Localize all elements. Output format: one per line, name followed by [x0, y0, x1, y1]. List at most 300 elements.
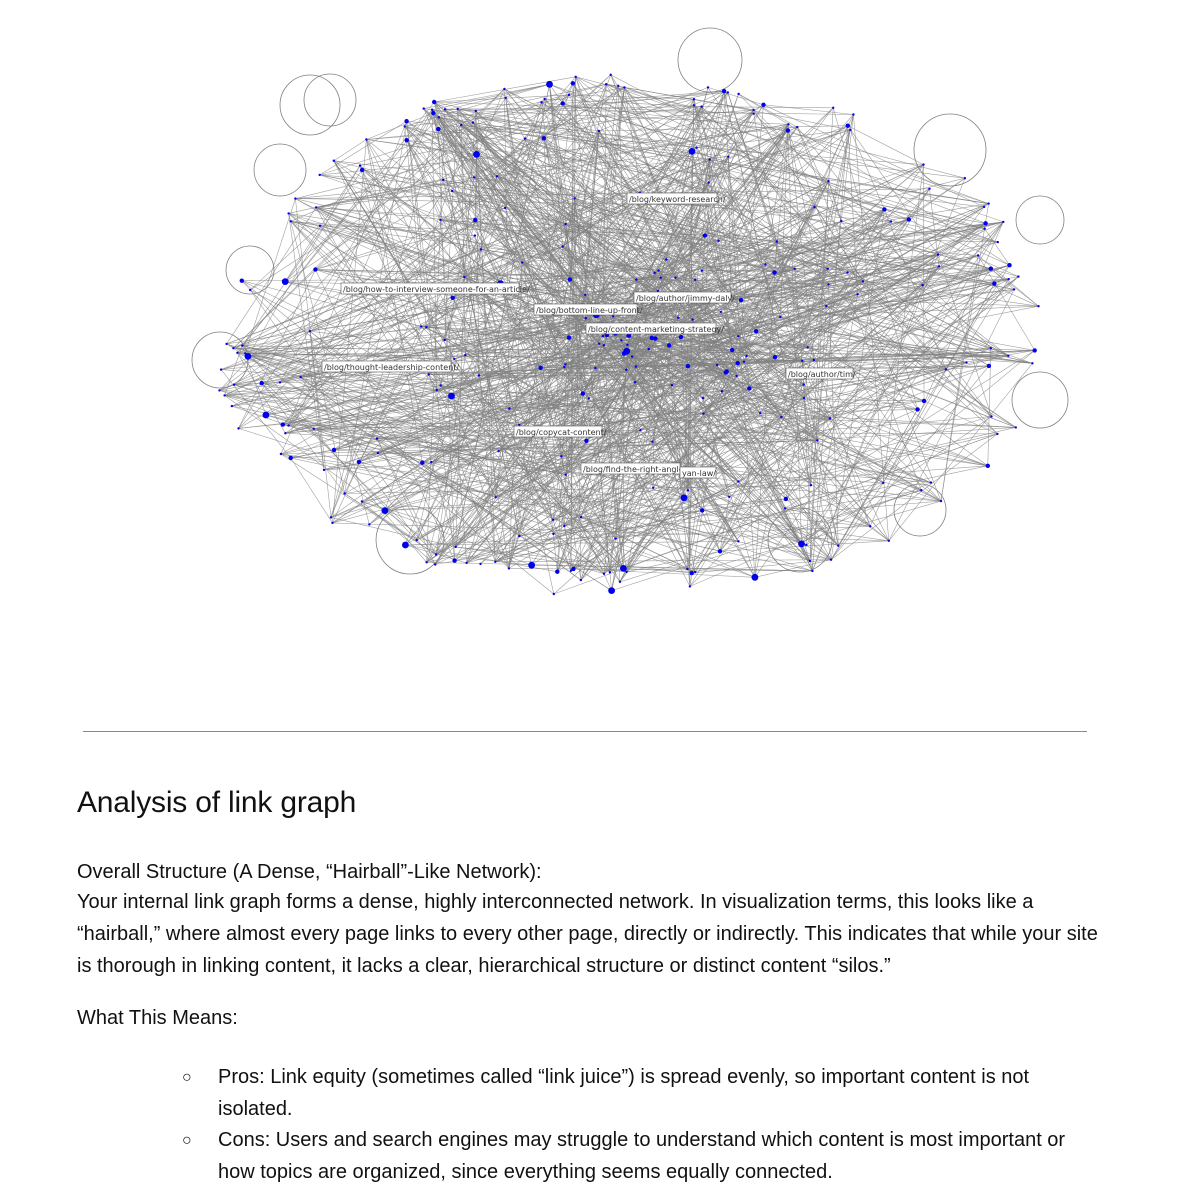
bullet-icon: ○ [182, 1069, 192, 1086]
graph-node [404, 125, 406, 127]
graph-node [473, 176, 475, 178]
graph-node [402, 542, 409, 549]
graph-label-thought-leadership [322, 361, 459, 372]
graph-edge [764, 105, 854, 115]
graph-node [281, 422, 285, 426]
graph-node [416, 539, 418, 541]
graph-node [689, 148, 696, 155]
graph-node [825, 305, 827, 307]
graph-node [657, 269, 659, 271]
graph-node [608, 587, 615, 594]
graph-node [700, 508, 704, 512]
graph-node [575, 76, 577, 78]
graph-node [794, 268, 796, 270]
svg-text:/blog/how-to-interview-someone: /blog/how-to-interview-someone-for-an-article/ [343, 285, 530, 294]
graph-node [764, 263, 766, 265]
graph-node [319, 174, 321, 176]
graph-node [299, 376, 301, 378]
graph-node [405, 138, 409, 142]
graph-node [1007, 355, 1009, 357]
graph-node [290, 220, 292, 222]
graph-node [427, 373, 429, 375]
graph-node [457, 108, 459, 110]
graph-edge [334, 140, 367, 161]
graph-node [725, 369, 729, 373]
structure-heading: Overall Structure (A Dense, “Hairball”-Like Network): [77, 861, 542, 883]
graph-edge [941, 256, 978, 502]
graph-node [436, 389, 438, 391]
graph-node [567, 335, 571, 339]
graph-node [460, 124, 462, 126]
graph-node [260, 381, 264, 385]
graph-label-find-the-right-angle [581, 463, 687, 474]
graph-node [1017, 275, 1019, 277]
points-list [77, 1062, 1107, 1188]
structure-body: Your internal link graph forms a dense, highly interconnected network. In visualization terms, this looks like a “hairball,” where almost every page links to every other page, directly or indirectly. This indicates that while your site is thorough in linking content, it lacks a clear, hierarchical structure or distinct content “silos.” [77, 891, 1098, 977]
graph-node [448, 393, 455, 400]
graph-node [330, 516, 332, 518]
graph-node [431, 111, 435, 115]
graph-node [425, 561, 427, 563]
graph-node [964, 177, 966, 179]
graph-node [620, 339, 622, 341]
graph-edge [697, 148, 924, 165]
graph-node [922, 399, 926, 403]
graph-node [564, 223, 566, 225]
graph-node [801, 360, 803, 362]
graph-node [518, 535, 520, 537]
graph-node [983, 221, 987, 225]
graph-node [505, 97, 507, 99]
graph-node [693, 104, 695, 106]
graph-node [984, 228, 986, 230]
graph-node [287, 212, 289, 214]
graph-node [563, 525, 565, 527]
graph-node [747, 386, 751, 390]
graph-node [614, 537, 616, 539]
graph-node [580, 579, 582, 581]
graph-node [504, 207, 506, 209]
graph-node [695, 146, 697, 148]
graph-node [849, 129, 851, 131]
graph-node [240, 279, 244, 283]
graph-node [1007, 263, 1011, 267]
graph-node [671, 384, 673, 386]
graph-node [626, 335, 628, 337]
graph-node [223, 394, 225, 396]
graph-self-loop [254, 144, 306, 196]
graph-node [233, 384, 235, 386]
graph-node [997, 241, 999, 243]
graph-node [475, 110, 477, 112]
graph-self-loop [914, 114, 986, 186]
graph-node [568, 94, 570, 96]
svg-text:yan-law/: yan-law/ [682, 469, 716, 478]
graph-node [377, 452, 379, 454]
graph-node [439, 219, 441, 221]
list-item-pros [182, 1062, 1107, 1125]
graph-node [631, 355, 633, 357]
graph-node [440, 384, 442, 386]
svg-text:/blog/author/tim/: /blog/author/tim/ [788, 370, 856, 379]
graph-node [220, 368, 222, 370]
graph-node [451, 190, 453, 192]
graph-node [284, 432, 286, 434]
graph-edge [291, 458, 333, 523]
graph-node [796, 126, 798, 128]
graph-node [888, 540, 890, 542]
graph-node [237, 427, 239, 429]
graph-node [524, 137, 526, 139]
graph-node [478, 374, 480, 376]
graph-node [609, 571, 611, 573]
svg-text:/blog/find-the-right-angle/: /blog/find-the-right-angle/ [583, 465, 687, 474]
graph-node [890, 220, 892, 222]
graph-node [689, 585, 691, 587]
graph-node [538, 366, 542, 370]
graph-node [654, 272, 656, 274]
graph-node [813, 359, 815, 361]
analysis-section [77, 786, 1107, 1188]
graph-self-loop [226, 246, 274, 294]
graph-node [425, 326, 427, 328]
graph-node [846, 271, 848, 273]
link-graph [180, 20, 1080, 620]
graph-node [584, 439, 588, 443]
graph-node [677, 317, 679, 319]
graph-node [686, 364, 690, 368]
graph-node [992, 281, 996, 285]
graph-node [451, 296, 455, 300]
graph-node [435, 553, 437, 555]
graph-node [323, 469, 325, 471]
graph-self-loop [894, 484, 946, 536]
graph-node [404, 119, 408, 123]
graph-node [472, 121, 474, 123]
graph-label-how-to-interview [341, 283, 530, 294]
graph-node [231, 405, 233, 407]
graph-node [635, 278, 637, 280]
graph-node [691, 318, 693, 320]
graph-node [735, 375, 737, 377]
graph-node [494, 561, 496, 563]
graph-node [357, 460, 361, 464]
graph-node [694, 571, 696, 573]
graph-node [464, 354, 466, 356]
graph-node [798, 541, 805, 548]
graph-node [565, 474, 567, 476]
graph-node [965, 361, 967, 363]
graph-node [837, 545, 839, 547]
graph-node [1033, 348, 1037, 352]
graph-node [930, 481, 932, 483]
graph-node [990, 415, 992, 417]
graph-node [463, 276, 465, 278]
graph-node [681, 494, 688, 501]
graph-node [610, 74, 612, 76]
graph-node [702, 412, 704, 414]
graph-node [444, 339, 446, 341]
graph-node [309, 330, 311, 332]
graph-node [280, 453, 282, 455]
graph-node [703, 233, 707, 237]
graph-node [263, 412, 270, 419]
graph-node [809, 560, 811, 562]
graph-node [244, 352, 246, 354]
graph-node [420, 325, 422, 327]
graph-node [319, 225, 321, 227]
graph-node [598, 343, 600, 345]
graph-self-loop [304, 74, 356, 126]
graph-node [365, 138, 367, 140]
graph-node [721, 390, 723, 392]
graph-node [709, 158, 711, 160]
graph-node [720, 311, 722, 313]
graph-node [787, 123, 789, 125]
graph-node [497, 450, 499, 452]
point-lead: Pros: [218, 1066, 265, 1088]
graph-node [737, 480, 739, 482]
graph-node [772, 270, 776, 274]
graph-node [651, 441, 653, 443]
graph-node [634, 381, 636, 383]
graph-node [552, 533, 554, 535]
graph-node [236, 352, 238, 354]
graph-node [776, 240, 778, 242]
graph-node [989, 267, 993, 271]
graph-node [438, 116, 440, 118]
graph-node [752, 574, 759, 581]
graph-node [745, 355, 747, 357]
graph-node [382, 507, 389, 514]
graph-node [553, 593, 555, 595]
graph-node [635, 365, 637, 367]
graph-node [882, 207, 886, 211]
graph-node [571, 567, 575, 571]
graph-node [603, 573, 605, 575]
graph-node [225, 343, 227, 345]
graph-node [1002, 221, 1004, 223]
graph-node [546, 81, 553, 88]
point-text: Users and search engines may struggle to understand which content is most important or how topics are organized, since everything seems equally connected. [218, 1129, 1066, 1183]
graph-node [907, 217, 911, 221]
graph-node [474, 234, 476, 236]
graph-node [928, 188, 930, 190]
graph-node [983, 206, 985, 208]
graph-node [626, 344, 628, 346]
graph-node [619, 581, 621, 583]
graph-node [602, 335, 604, 337]
list-item-cons [182, 1125, 1107, 1188]
graph-node [779, 316, 781, 318]
svg-text:/blog/keyword-research/: /blog/keyword-research/ [629, 195, 726, 204]
graph-node [1015, 426, 1017, 428]
graph-node [480, 248, 482, 250]
graph-node [1013, 288, 1015, 290]
graph-node [360, 168, 364, 172]
graph-node [730, 348, 734, 352]
graph-node [743, 361, 745, 363]
graph-self-loop [192, 332, 248, 388]
graph-node [718, 549, 722, 553]
graph-node [717, 240, 719, 242]
graph-node [544, 98, 546, 100]
graph-node [807, 346, 809, 348]
graph-node [442, 179, 444, 181]
graph-label-keyword-research [627, 193, 726, 204]
graph-node [594, 367, 596, 369]
point-lead: Cons: [218, 1129, 271, 1151]
graph-node [612, 315, 614, 317]
graph-node [452, 558, 456, 562]
graph-node [313, 267, 317, 271]
graph-node [830, 559, 832, 561]
graph-node [986, 464, 990, 468]
graph-node [716, 364, 718, 366]
graph-node [584, 294, 586, 296]
graph-node [667, 343, 671, 347]
graph-node [639, 429, 641, 431]
graph-node [869, 525, 871, 527]
graph-node [780, 416, 782, 418]
graph-label-copycat-content [514, 426, 607, 437]
graph-node [727, 156, 729, 158]
graph-node [605, 83, 607, 85]
graph-node [521, 261, 523, 263]
graph-node [623, 86, 625, 88]
graph-node [561, 101, 565, 105]
graph-node [359, 164, 361, 166]
graph-node [987, 364, 991, 368]
graph-node [603, 344, 605, 346]
graph-node [686, 568, 688, 570]
graph-node [625, 369, 627, 371]
graph-edge [320, 121, 407, 175]
graph-node [563, 366, 565, 368]
graph-node [937, 253, 939, 255]
graph-node [289, 456, 293, 460]
graph-node [218, 389, 220, 391]
graph-node [811, 570, 813, 572]
graph-node [829, 417, 831, 419]
graph-node [852, 113, 854, 115]
graph-node [665, 258, 667, 260]
graph-node [555, 570, 559, 574]
graph-self-loop [678, 28, 742, 92]
graph-node [540, 101, 542, 103]
graph-node [432, 100, 436, 104]
graph-node [739, 298, 743, 302]
graph-node [786, 128, 790, 132]
graph-node [287, 424, 289, 426]
graph-node [434, 563, 436, 565]
graph-node [561, 245, 563, 247]
graph-node [343, 492, 345, 494]
graph-node [736, 361, 740, 365]
graph-edge [424, 84, 550, 108]
graph-node [564, 363, 566, 365]
graph-node [660, 277, 662, 279]
graph-node [479, 563, 481, 565]
graph-node [810, 484, 812, 486]
svg-text:/blog/bottom-line-up-front/: /blog/bottom-line-up-front/ [536, 306, 643, 315]
graph-edge [227, 207, 317, 344]
graph-self-loop [1012, 372, 1068, 428]
graph-node [921, 284, 923, 286]
graph-node [856, 293, 858, 295]
graph-node [465, 562, 467, 564]
graph-node [862, 280, 864, 282]
graph-node [784, 497, 788, 501]
graph-node [679, 335, 683, 339]
graph-node [581, 391, 585, 395]
graph-node [430, 461, 432, 463]
graph-edge [802, 483, 884, 544]
graph-node [495, 496, 497, 498]
svg-text:/blog/thought-leadership-conte: /blog/thought-leadership-content/ [324, 363, 460, 372]
graph-node [702, 397, 704, 399]
graph-label-author-tim [786, 368, 856, 379]
graph-node [1031, 362, 1033, 364]
graph-node [552, 519, 554, 521]
graph-node [700, 106, 702, 108]
graph-node [674, 277, 676, 279]
graph-node [648, 348, 650, 350]
graph-node [282, 278, 289, 285]
graph-node [827, 268, 829, 270]
graph-self-loop [1016, 196, 1064, 244]
graph-node [580, 516, 582, 518]
graph-node [249, 289, 251, 291]
graph-node [690, 571, 694, 575]
bullet-icon: ○ [182, 1132, 192, 1149]
graph-node [588, 397, 590, 399]
graph-node [754, 329, 758, 333]
graph-node [922, 163, 924, 165]
graph-node [361, 500, 363, 502]
graph-node [508, 407, 510, 409]
graph-node [333, 160, 335, 162]
graph-node [722, 89, 726, 93]
graph-node [622, 351, 626, 355]
graph-node [996, 433, 998, 435]
graph-node [727, 91, 729, 93]
graph-node [945, 368, 947, 370]
graph-node [508, 567, 510, 569]
graph-node [313, 428, 315, 430]
graph-node [977, 254, 979, 256]
graph-node [816, 439, 818, 441]
graph-node [560, 455, 562, 457]
graph-node [687, 489, 689, 491]
graph-node [827, 283, 829, 285]
graph-node [938, 265, 940, 267]
graph-node [846, 124, 850, 128]
graph-node [840, 220, 842, 222]
graph-node [503, 88, 505, 90]
graph-node [832, 107, 834, 109]
graph-node [431, 109, 433, 111]
graph-node [436, 127, 440, 131]
graph-node [652, 487, 654, 489]
graph-node [368, 523, 370, 525]
graph-node [737, 335, 739, 337]
graph-node [473, 218, 477, 222]
graph-node [773, 355, 777, 359]
point-text: Link equity (sometimes called “link juice”) is spread evenly, so important content is not isolated. [218, 1066, 1030, 1120]
graph-node [571, 81, 575, 85]
graph-node [423, 107, 425, 109]
